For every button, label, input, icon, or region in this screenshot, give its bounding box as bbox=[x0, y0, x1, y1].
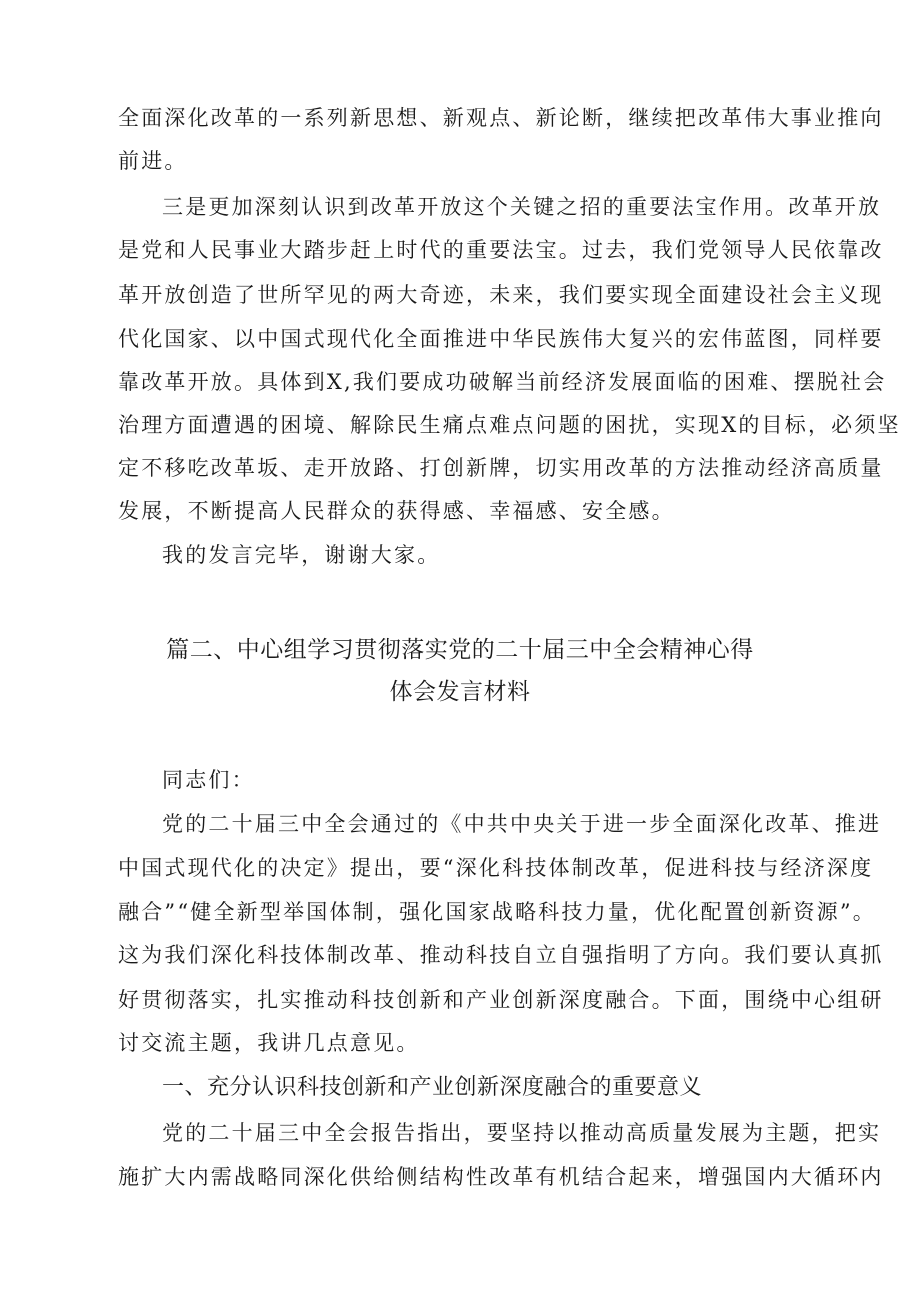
paragraph-line: 三是更加深刻认识到改革开放这个关键之招的重要法宝作用。改革开放 bbox=[162, 195, 882, 219]
paragraph-line: 这为我们深化科技体制改革、推动科技自立自强指明了方向。我们要认真抓 bbox=[118, 943, 884, 967]
closing-line: 我的发言完毕，谢谢大家。 bbox=[162, 543, 441, 567]
paragraph-line: 好贯彻落实，扎实推动科技创新和产业创新深度融合。下面，围绕中心组研 bbox=[118, 988, 884, 1012]
section-title-continued: 体会发言材料 bbox=[389, 679, 531, 705]
paragraph-line: 是党和人民事业大踏步赶上时代的重要法宝。过去，我们党领导人民依靠改 bbox=[118, 238, 884, 262]
subsection-heading: 一、充分认识科技创新和产业创新深度融合的重要意义 bbox=[162, 1075, 703, 1100]
paragraph-line: 发展，不断提高人民群众的获得感、幸福感、安全感。 bbox=[118, 499, 675, 523]
paragraph-line: 革开放创造了世所罕见的两大奇迹，未来，我们要实现全面建设社会主义现 bbox=[118, 283, 884, 307]
paragraph-line: 治理方面遭遇的困境、解除民生痛点难点问题的困扰，实现X的目标，必须坚 bbox=[118, 413, 901, 437]
paragraph-line: 党的二十届三中全会通过的《中共中央关于进一步全面深化改革、推进 bbox=[162, 812, 882, 836]
paragraph-line: 靠改革开放。具体到X,我们要成功破解当前经济发展面临的困难、摆脱社会 bbox=[118, 370, 887, 394]
paragraph-line: 党的二十届三中全会报告指出，要坚持以推动高质量发展为主题，把实 bbox=[162, 1121, 882, 1145]
paragraph-line: 全面深化改革的一系列新思想、新观点、新论断，继续把改革伟大事业推向 bbox=[118, 106, 884, 130]
paragraph-line: 融合”“健全新型举国体制，强化国家战略科技力量，优化配置创新资源”。 bbox=[118, 900, 877, 924]
paragraph-line: 施扩大内需战略同深化供给侧结构性改革有机结合起来，增强国内大循环内 bbox=[118, 1165, 884, 1189]
salutation: 同志们： bbox=[162, 768, 255, 792]
section-title: 篇二、中心组学习贯彻落实党的二十届三中全会精神心得 bbox=[166, 637, 754, 663]
paragraph-line: 中国式现代化的决定》提出，要“深化科技体制改革，促进科技与经济深度 bbox=[118, 856, 874, 880]
paragraph-line: 讨交流主题，我讲几点意见。 bbox=[118, 1031, 420, 1055]
paragraph-line: 定不移吃改革坂、走开放路、打创新牌，切实用改革的方法推动经济高质量 bbox=[118, 456, 884, 480]
paragraph-line: 代化国家、以中国式现代化全面推进中华民族伟大复兴的宏伟蓝图，同样要 bbox=[118, 327, 884, 351]
paragraph-line: 前进。 bbox=[118, 149, 188, 173]
